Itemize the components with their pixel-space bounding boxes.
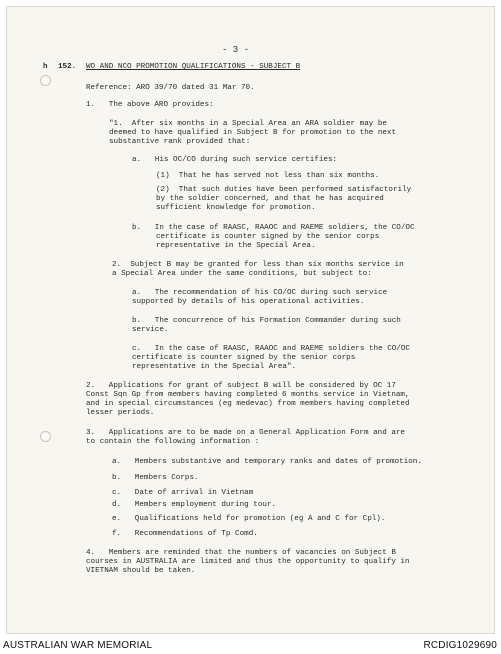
para-prefix: h [43,63,48,71]
body-line: representative in the Special Area. [156,242,316,250]
body-line: certificate is counter signed by the senior corps [156,233,380,241]
list-item: f. Recommendations of Tp Comd. [112,530,258,538]
body-line: c. In the case of RAASC, RAAOC and RAEME soldiers the CO/OC [132,345,410,353]
body-line: representative in the Special Area". [132,363,297,371]
body-line: certificate is counter signed by the senior corps [132,354,356,362]
body-line: (1) That he has served not less than six months. [156,172,380,180]
body-line: sufficient knowledge for promotion. [156,204,316,212]
body-line: 2. Applications for grant of subject B will be considered by OC 17 [86,382,396,390]
para-number: 152. [58,63,77,71]
body-line: by the soldier concerned, and that he has acquired [156,195,384,203]
list-item: a. Members substantive and temporary ranks and dates of promotion. [112,458,422,466]
body-line: lesser periods. [86,409,155,417]
punch-hole [40,431,51,442]
punch-hole [40,75,51,86]
body-line: 3. Applications are to be made on a General Application Form and are [86,429,405,437]
body-line: 2. Subject B may be granted for less than six months service in [112,261,404,269]
body-line: Const Sqn Gp from members having completed 6 months service in Vietnam, [86,391,410,399]
body-line: b. In the case of RAASC, RAAOC and RAEME soldiers, the CO/OC [132,224,415,232]
body-line: and in special circumstances (eg medevac) from members having completed [86,400,410,408]
section-heading: WO AND NCO PROMOTION QUALIFICATIONS - SUBJECT B [86,63,301,71]
body-line: VIETNAM should be taken. [86,567,196,575]
footer-source: AUSTRALIAN WAR MEMORIAL [3,640,153,651]
body-line: supported by details of his operational activities. [132,298,365,306]
body-line: 4. Members are reminded that the numbers of vacancies on Subject B [86,549,396,557]
footer-id: RCDIG1029690 [423,640,497,651]
list-item: b. Members Corps. [112,474,199,482]
body-line: courses in AUSTRALIA are limited and thus the opportunity to qualify in [86,558,410,566]
body-line: a. His OC/CO during such service certifies: [132,156,338,164]
body-line: 1. The above ARO provides: [86,101,214,109]
body-line: "1. After six months in a Special Area an ARA soldier may be [109,120,387,128]
list-item: e. Qualifications held for promotion (eg A and C for Cpl). [112,515,386,523]
body-line: (2) That such duties have been performed satisfactorily [156,186,412,194]
body-line: deemed to have qualified in Subject B for promotion to the next [109,129,397,137]
reference-line: Reference: ARO 39/70 dated 31 Mar 70. [86,84,255,92]
body-line: b. The concurrence of his Formation Commander during such [132,317,401,325]
body-line: service. [132,326,169,334]
body-line: substantive rank provided that: [109,138,251,146]
body-line: a Special Area under the same conditions, but subject to: [112,270,372,278]
list-item: c. Date of arrival in Vietnam [112,489,254,497]
body-line: to contain the following information : [86,438,260,446]
page-number: - 3 - [222,45,250,55]
body-line: a. The recommendation of his CO/OC during such service [132,289,388,297]
list-item: d. Members employment during tour. [112,501,277,509]
